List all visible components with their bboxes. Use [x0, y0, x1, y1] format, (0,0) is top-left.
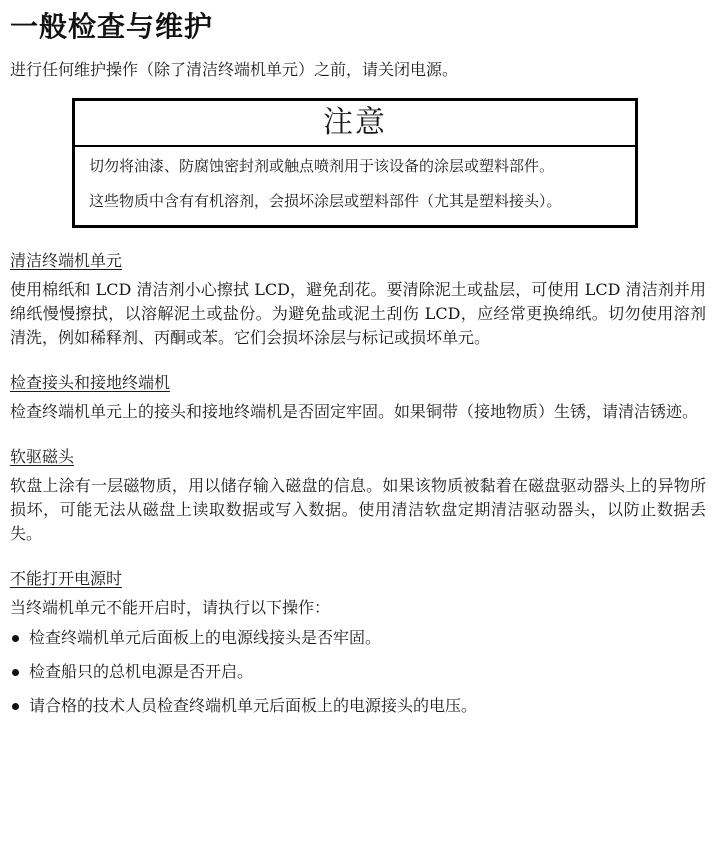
page-title: 一般检查与维护	[10, 10, 214, 43]
caution-box	[72, 98, 638, 228]
caution-body	[75, 147, 635, 225]
document-page	[10, 0, 706, 728]
caution-note-text: 这些物质中含有有机溶剂，会损坏涂层或塑料部件（尤其是塑料接头）。	[89, 192, 562, 210]
list-item-text: 请合格的技术人员检查终端机单元后面板上的电源接头的电压。	[29, 696, 478, 715]
bullet-icon	[12, 635, 19, 642]
section-heading-floppy-head: 软驱磁头	[10, 447, 75, 466]
power-checklist	[10, 626, 706, 718]
section-text-floppy-head: 软盘上涂有一层磁物质，用以储存输入磁盘的信息。如果该物质被黏着在磁盘驱动器头上的异物所损坏，可能无法从磁盘上读取数据或写入数据。使用清洁软盘定期清洁驱动器头，以防止数据丢失。	[10, 476, 706, 543]
bullet-icon	[12, 703, 19, 710]
section-text-power-failure: 当终端机单元不能开启时，请执行以下操作：	[10, 598, 331, 617]
caution-header: 注意	[75, 101, 635, 147]
section-cleaning	[10, 250, 706, 350]
caution-warning-text: 切勿将油漆、防腐蚀密封剂或触点喷剂用于该设备的涂层或塑料部件。	[89, 157, 555, 175]
list-item	[10, 660, 706, 684]
section-heading-power-failure: 不能打开电源时	[10, 569, 123, 588]
list-item-text: 检查终端机单元后面板上的电源线接头是否牢固。	[29, 628, 382, 647]
section-connectors	[10, 372, 706, 424]
section-power-failure	[10, 568, 706, 718]
list-item-text: 检查船只的总机电源是否开启。	[29, 662, 254, 681]
section-text-connectors: 检查终端机单元上的接头和接地终端机是否固定牢固。如果铜带（接地物质）生锈，请清洁锈迹。	[10, 402, 699, 421]
section-heading-cleaning: 清洁终端机单元	[10, 251, 123, 270]
section-heading-connectors: 检查接头和接地终端机	[10, 373, 171, 392]
section-text-cleaning: 使用棉纸和 LCD 清洁剂小心擦拭 LCD，避免刮花。要清除泥土或盐层，可使用 LCD 清洁剂并用绵纸慢慢擦拭，以溶解泥土或盐份。为避免盐或泥土刮伤 LCD，应经常更换绵纸。切勿使用溶剂清洗，例如稀释剂、丙酮或苯。它们会损坏涂层与标记或损坏单元。	[10, 280, 706, 347]
intro-paragraph: 进行任何维护操作（除了清洁终端机单元）之前，请关闭电源。	[10, 60, 459, 79]
list-item	[10, 694, 706, 718]
list-item	[10, 626, 706, 650]
section-floppy-head	[10, 446, 706, 546]
bullet-icon	[12, 669, 19, 676]
